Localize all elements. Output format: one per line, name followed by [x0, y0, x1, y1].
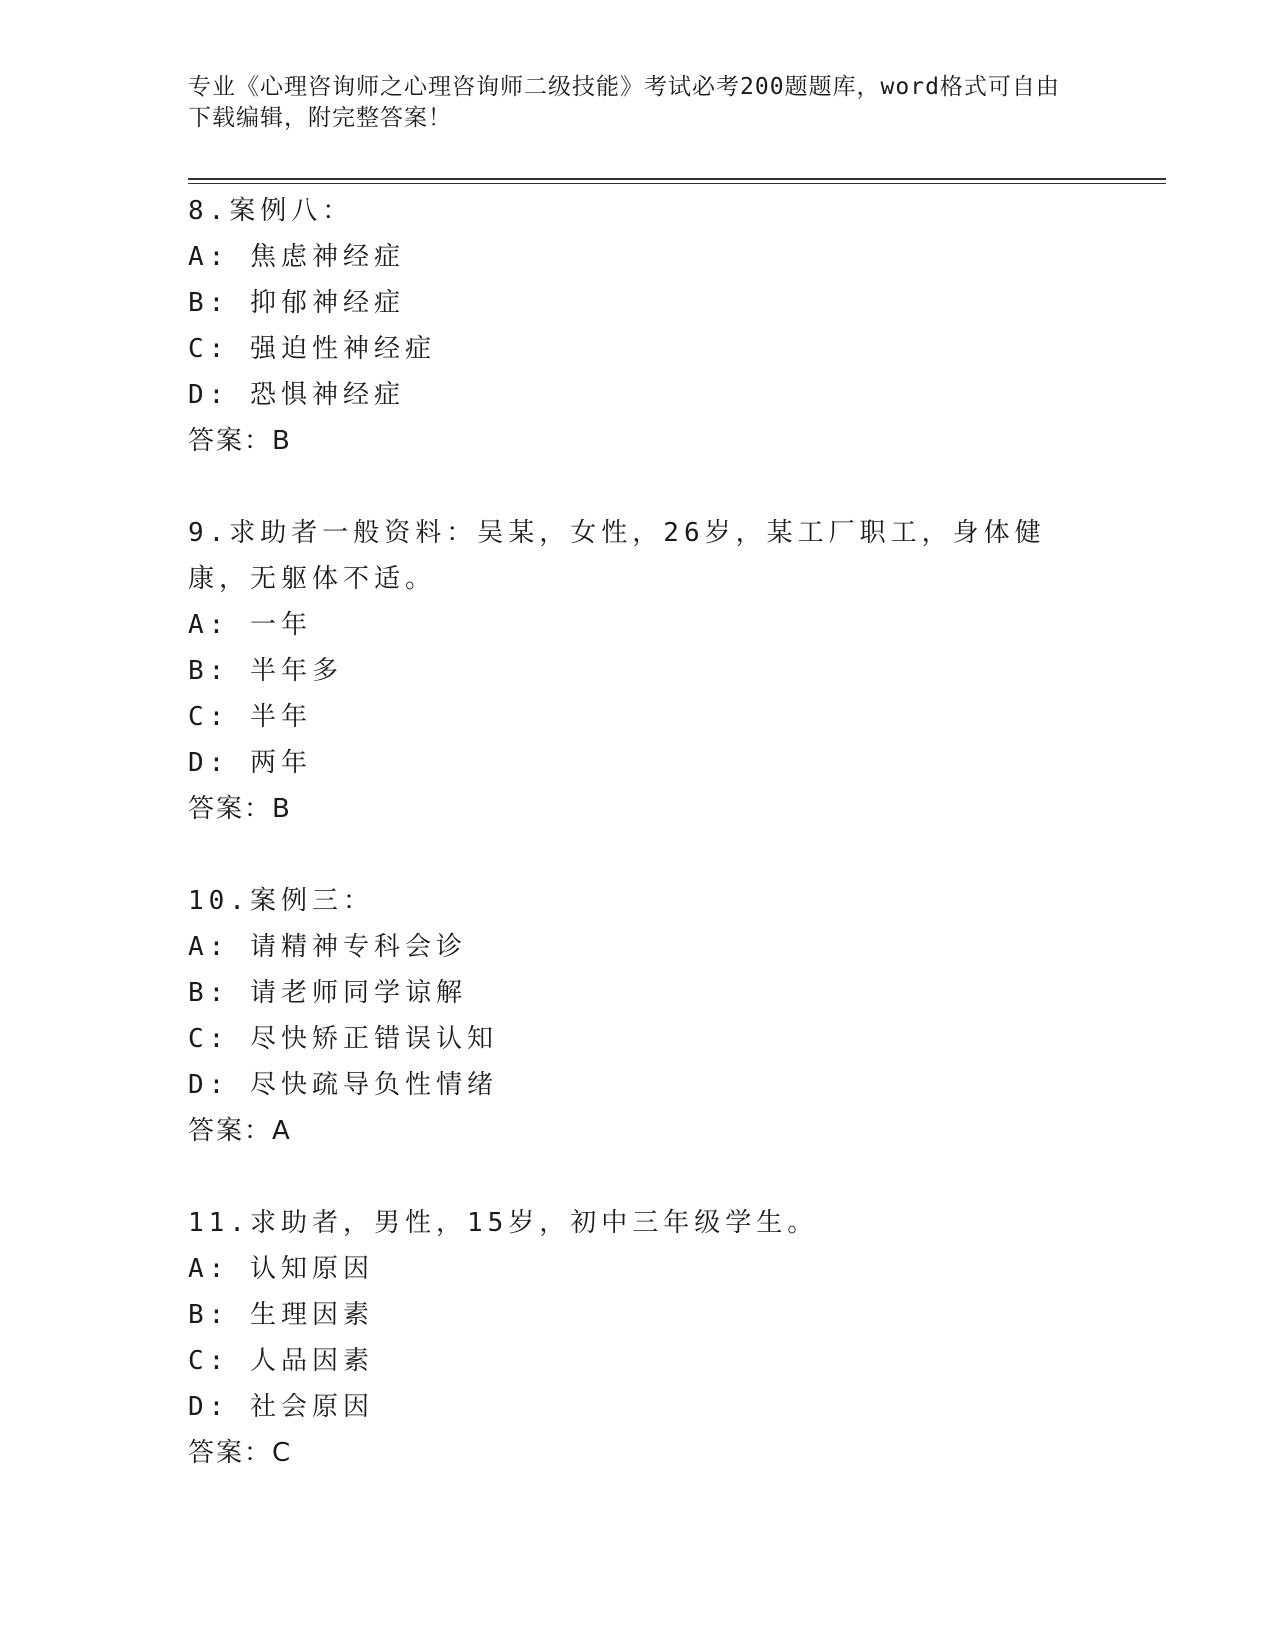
question-item	[188, 878, 1088, 1154]
option-b: B: 请老师同学谅解	[188, 978, 467, 1008]
answer-line: 答案：A	[188, 1116, 292, 1146]
option-b: B: 生理因素	[188, 1300, 374, 1330]
question-item	[188, 510, 1088, 832]
option-d: D: 两年	[188, 748, 312, 778]
document-header: 专业《心理咨询师之心理咨询师二级技能》考试必考200题题库，word格式可自由下载编辑，附完整答案！	[188, 74, 1060, 131]
option-d: D: 社会原因	[188, 1392, 374, 1422]
answer-line: 答案：B	[188, 426, 292, 456]
option-b: B: 抑郁神经症	[188, 288, 405, 318]
answer-line: 答案：B	[188, 794, 292, 824]
header-divider-thin	[188, 183, 1166, 184]
option-a: A: 请精神专科会诊	[188, 932, 467, 962]
option-d: D: 恐惧神经症	[188, 380, 405, 410]
question-stem: 10.案例三：	[188, 886, 374, 916]
question-stem: 8.案例八：	[188, 196, 354, 226]
option-b: B: 半年多	[188, 656, 343, 686]
header-divider	[188, 178, 1166, 180]
answer-line: 答案：C	[188, 1438, 293, 1468]
option-c: C: 强迫性神经症	[188, 334, 436, 364]
question-list	[188, 188, 1088, 1522]
option-a: A: 焦虑神经症	[188, 242, 405, 272]
question-stem: 11.求助者，男性，15岁，初中三年级学生。	[188, 1208, 819, 1238]
option-d: D: 尽快疏导负性情绪	[188, 1070, 498, 1100]
option-c: C: 尽快矫正错误认知	[188, 1024, 498, 1054]
option-a: A: 认知原因	[188, 1254, 374, 1284]
option-a: A: 一年	[188, 610, 312, 640]
option-c: C: 半年	[188, 702, 312, 732]
question-item	[188, 1200, 1088, 1476]
option-c: C: 人品因素	[188, 1346, 374, 1376]
question-item	[188, 188, 1088, 464]
question-stem: 9.求助者一般资料：吴某，女性，26岁，某工厂职工，身体健康，无躯体不适。	[188, 518, 1046, 594]
